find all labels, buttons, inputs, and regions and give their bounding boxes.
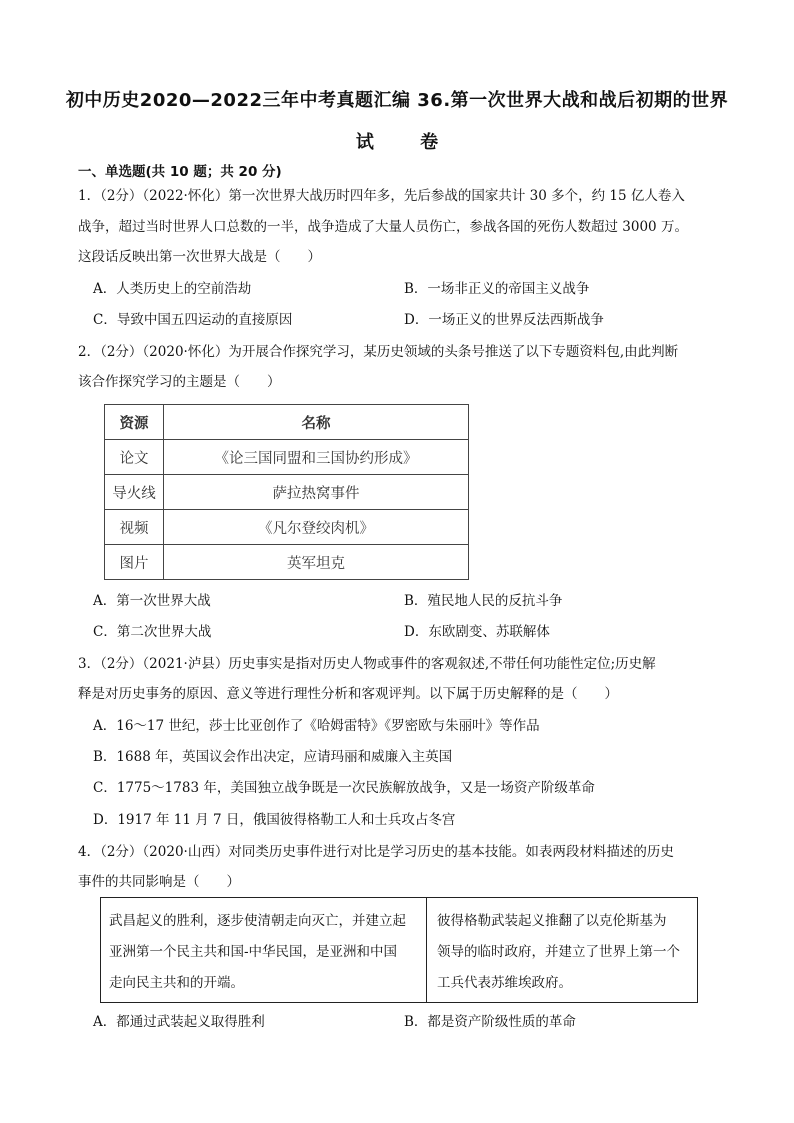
question-3-stem-line: 释是对历史事务的原因、意义等进行理性分析和客观评判。以下属于历史解释的是（ ） (78, 686, 618, 702)
question-3-option-b[interactable]: B．1688 年，英国议会作出决定，应请玛丽和威廉入主英国 (93, 749, 453, 765)
comparison-right-line: 工兵代表苏维埃政府。 (437, 975, 572, 991)
table-header-cell: 名称 (164, 405, 469, 440)
question-1-option-c[interactable]: C．导致中国五四运动的直接原因 (93, 312, 293, 328)
question-3-option-c[interactable]: C．1775～1783 年，美国独立战争既是一次民族解放战争，又是一场资产阶级革命 (93, 780, 595, 796)
question-1-stem-line: 1．（2分）（2022·怀化）第一次世界大战历时四年多，先后参战的国家共计 30 多个，约 15 亿人卷入 (78, 188, 685, 204)
question-3-option-d[interactable]: D．1917 年 11 月 7 日，俄国彼得格勒工人和士兵攻占冬宫 (93, 812, 456, 828)
question-2-option-d[interactable]: D．东欧剧变、苏联解体 (404, 624, 550, 640)
comparison-table (100, 897, 698, 1003)
question-1-option-d[interactable]: D．一场正义的世界反法西斯战争 (404, 312, 604, 328)
comparison-right-line: 领导的临时政府，并建立了世界上第一个 (437, 944, 680, 960)
table-cell-resource: 图片 (105, 545, 164, 580)
question-3-option-a[interactable]: A．16～17 世纪，莎士比亚创作了《哈姆雷特》《罗密欧与朱丽叶》等作品 (93, 718, 540, 734)
section-header: 一、单选题(共 10 题；共 20 分) (78, 164, 282, 180)
question-1-stem-line: 战争，超过当时世界人口总数的一半，战争造成了大量人员伤亡，参战各国的死伤人数超过 3000 万。 (78, 219, 688, 235)
document-title-line2: 试 卷 (355, 132, 439, 153)
comparison-cell-left (101, 898, 427, 1002)
question-4-stem-line: 4．（2分）（2020·山西）对同类历史事件进行对比是学习历史的基本技能。如表两段材料描述的历史 (78, 844, 674, 860)
table-cell-name: 萨拉热窝事件 (164, 475, 469, 510)
question-2-option-a[interactable]: A．第一次世界大战 (93, 593, 211, 609)
question-1-option-a[interactable]: A．人类历史上的空前浩劫 (93, 281, 252, 297)
table-cell-name: 《凡尔登绞肉机》 (164, 510, 469, 545)
comparison-right-line: 彼得格勒武装起义推翻了以克伦斯基为 (437, 913, 667, 929)
comparison-left-line: 亚洲第一个民主共和国-中华民国，是亚洲和中国 (109, 944, 398, 960)
table-cell-resource: 论文 (105, 440, 164, 475)
question-4-option-b[interactable]: B．都是资产阶级性质的革命 (404, 1014, 576, 1030)
question-1-stem-line: 这段话反映出第一次世界大战是（ ） (78, 249, 321, 265)
question-4-option-a[interactable]: A．都通过武装起义取得胜利 (93, 1014, 265, 1030)
question-2-option-b[interactable]: B．殖民地人民的反抗斗争 (404, 593, 563, 609)
table-header-row (105, 405, 469, 440)
table-row (105, 510, 469, 545)
comparison-left-line: 武昌起义的胜利，逐步使清朝走向灭亡，并建立起 (109, 913, 406, 929)
comparison-left-line: 走向民主共和的开端。 (109, 975, 244, 991)
table-header-cell: 资源 (105, 405, 164, 440)
question-2-option-c[interactable]: C．第二次世界大战 (93, 624, 212, 640)
question-4-stem-line: 事件的共同影响是（ ） (78, 874, 240, 890)
table-row (105, 545, 469, 580)
table-cell-resource: 导火线 (105, 475, 164, 510)
table-row (105, 440, 469, 475)
comparison-cell-right (427, 898, 697, 1002)
table-cell-name: 《论三国同盟和三国协约形成》 (164, 440, 469, 475)
question-2-stem-line: 该合作探究学习的主题是（ ） (78, 374, 281, 390)
document-title-line1: 初中历史2020—2022三年中考真题汇编 36.第一次世界大战和战后初期的世界 (65, 90, 729, 111)
table-cell-resource: 视频 (105, 510, 164, 545)
table-cell-name: 英军坦克 (164, 545, 469, 580)
resource-table (104, 404, 469, 580)
question-2-stem-line: 2．（2分）（2020·怀化）为开展合作探究学习，某历史领域的头条号推送了以下专题资料包,由此判断 (78, 344, 679, 360)
question-3-stem-line: 3．（2分）（2021·泸县）历史事实是指对历史人物或事件的客观叙述,不带任何功能性定位;历史解 (78, 656, 656, 672)
table-row (105, 475, 469, 510)
question-1-option-b[interactable]: B．一场非正义的帝国主义战争 (404, 281, 590, 297)
